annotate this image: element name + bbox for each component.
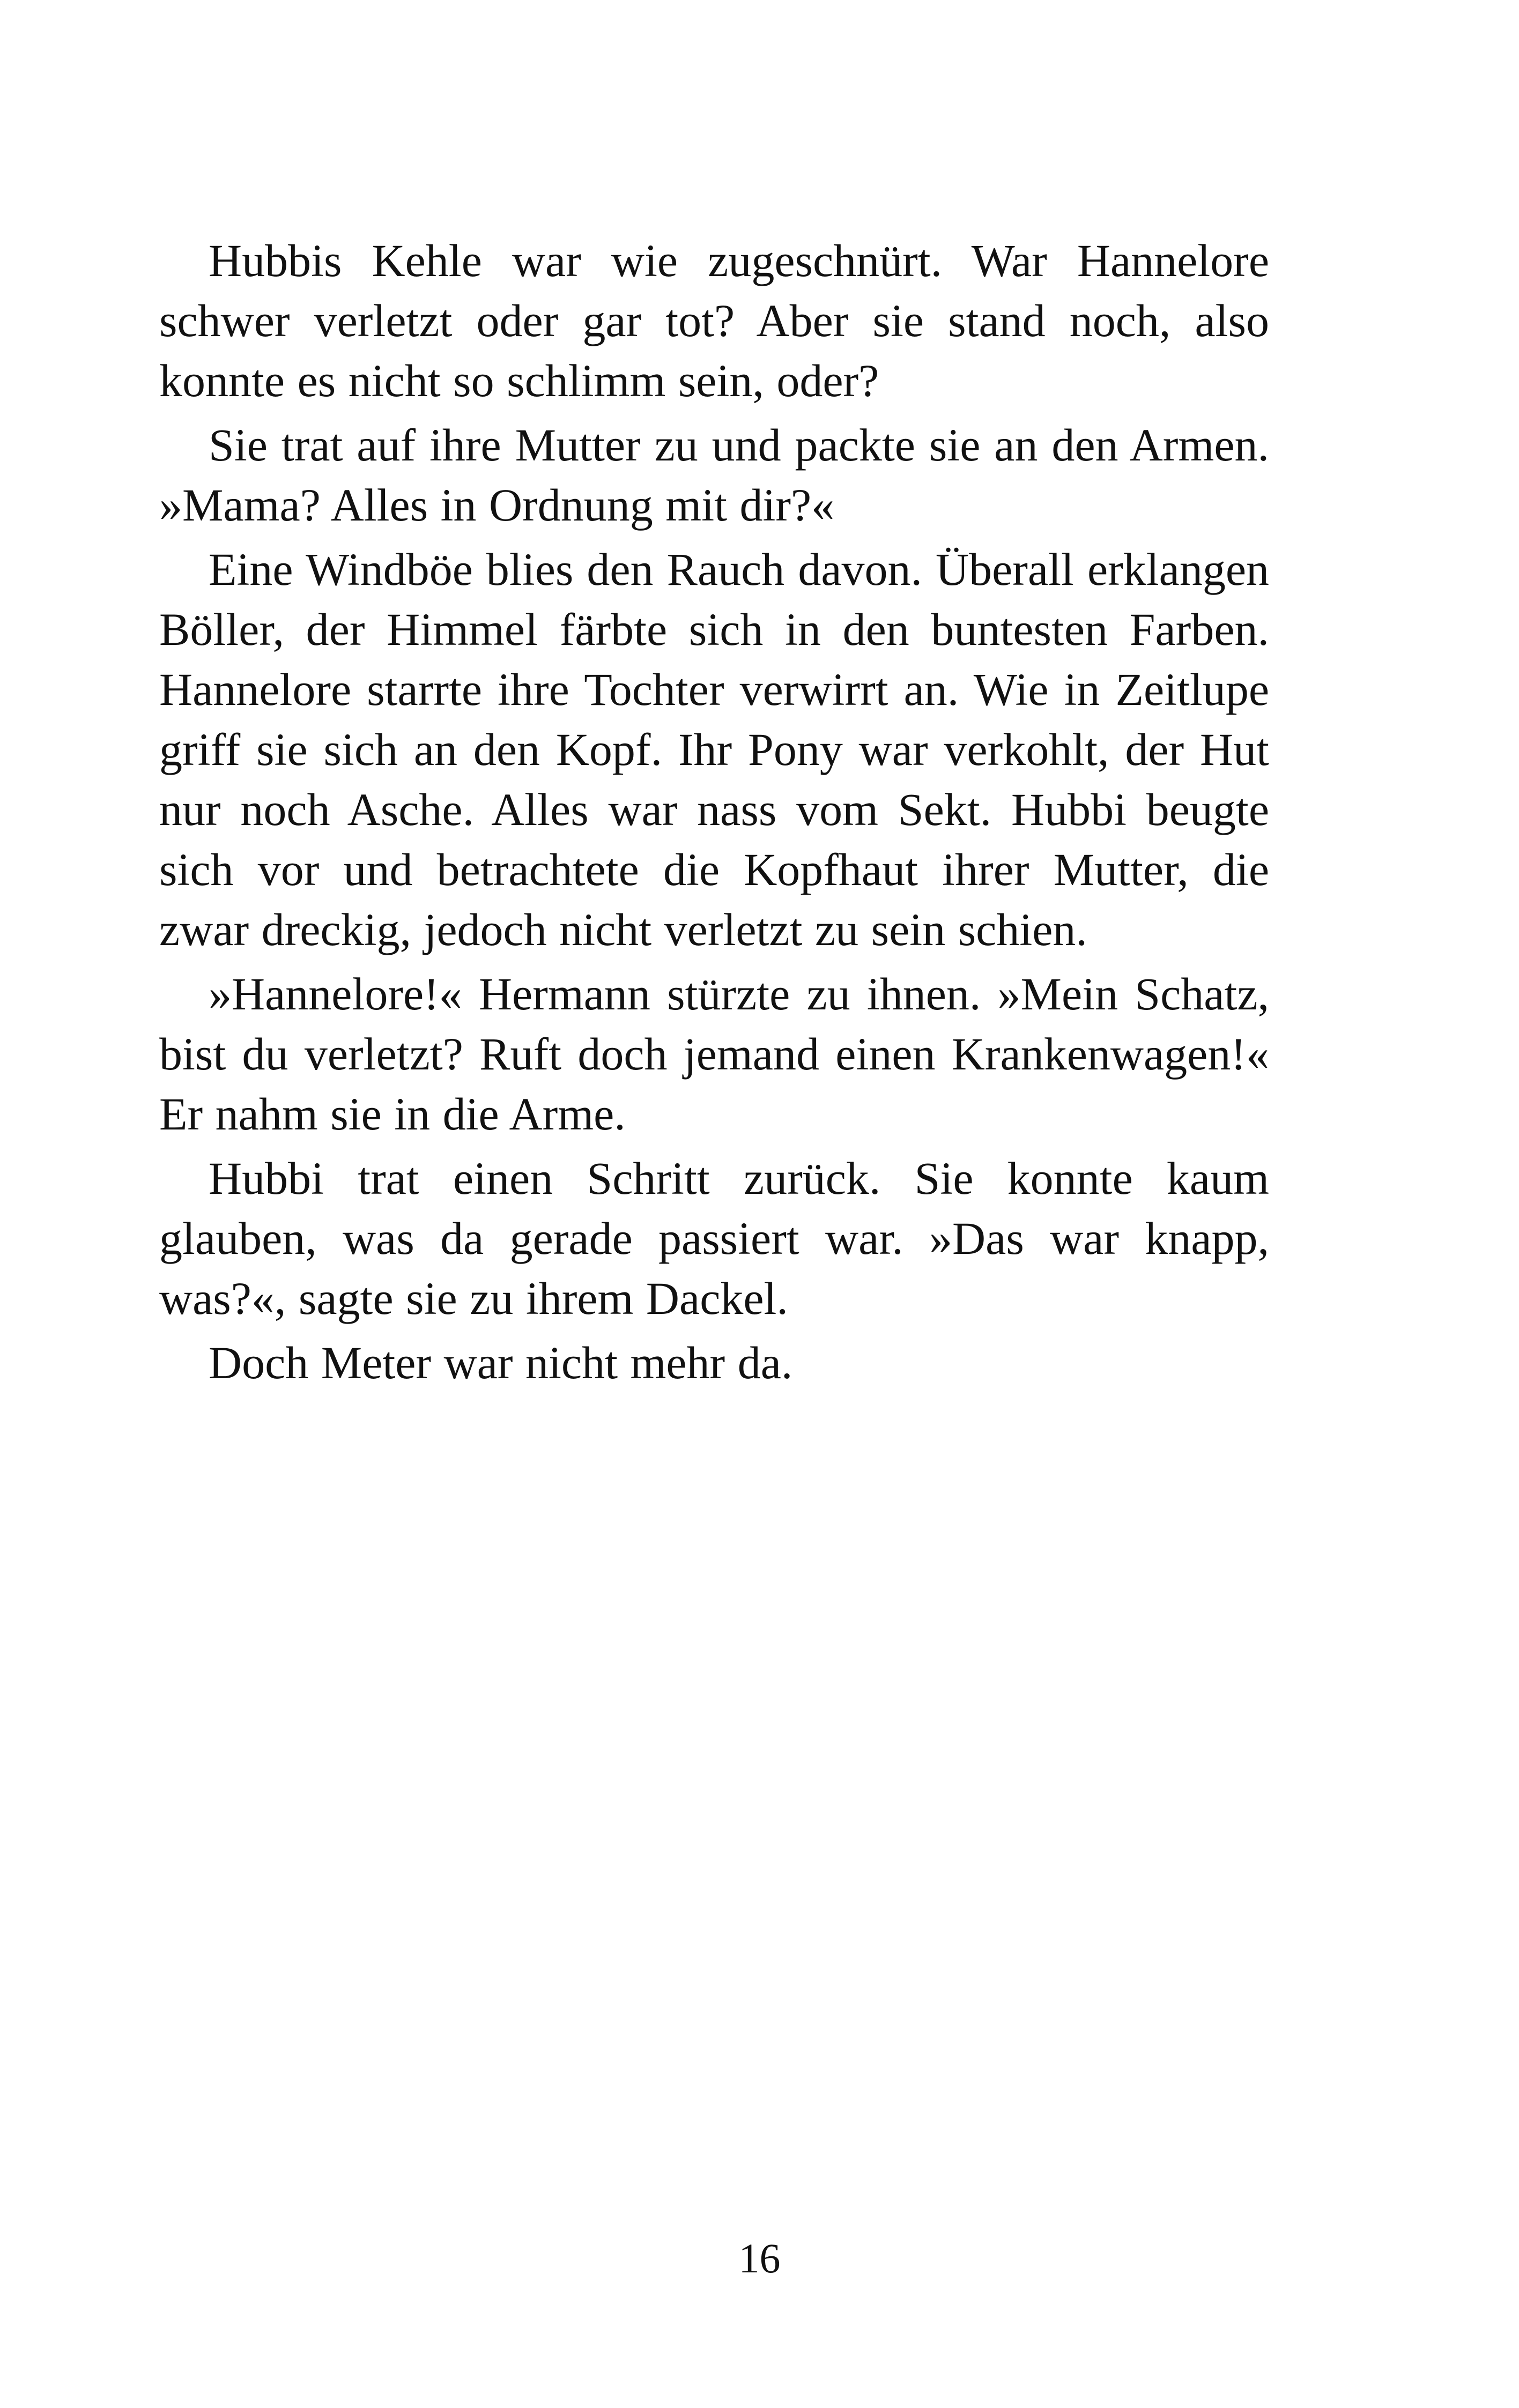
page-number: 16 (738, 2235, 781, 2281)
paragraph-1: Hubbis Kehle war wie zugeschnürt. War Hannelore schwer verletzt oder gar tot? Aber sie stand noch, also konnte es nicht so schlimm sein, oder? (159, 235, 1269, 406)
paragraph-3: Eine Windböe blies den Rauch davon. Überall erklangen Böller, der Himmel färbte sich in den buntesten Farben. Hannelore starrte ihre Tochter verwirrt an. Wie in Zeitlupe griff sie sich an den Kopf. Ihr Pony war verkohlt, der Hut nur noch Asche. Alles war nass vom Sekt. Hubbi beugte sich vor und betrachtete die Kopfhaut ihrer Mutter, die zwar dreckig, jedoch nicht verletzt zu sein schien. (159, 544, 1269, 955)
paragraph-4: »Hannelore!« Hermann stürzte zu ihnen. »Mein Schatz, bist du verletzt? Ruft doch jemand einen Krankenwagen!« Er nahm sie in die Arme. (159, 968, 1269, 1140)
body-text (159, 231, 1269, 1397)
paragraph-6: Doch Meter war nicht mehr da. (209, 1337, 793, 1388)
paragraph-5: Hubbi trat einen Schritt zurück. Sie konnte kaum glauben, was da gerade passiert war. »Das war knapp, was?«, sagte sie zu ihrem Dackel. (159, 1153, 1269, 1324)
paragraph-2: Sie trat auf ihre Mutter zu und packte sie an den Armen. »Mama? Alles in Ordnung mit dir?« (159, 419, 1269, 531)
